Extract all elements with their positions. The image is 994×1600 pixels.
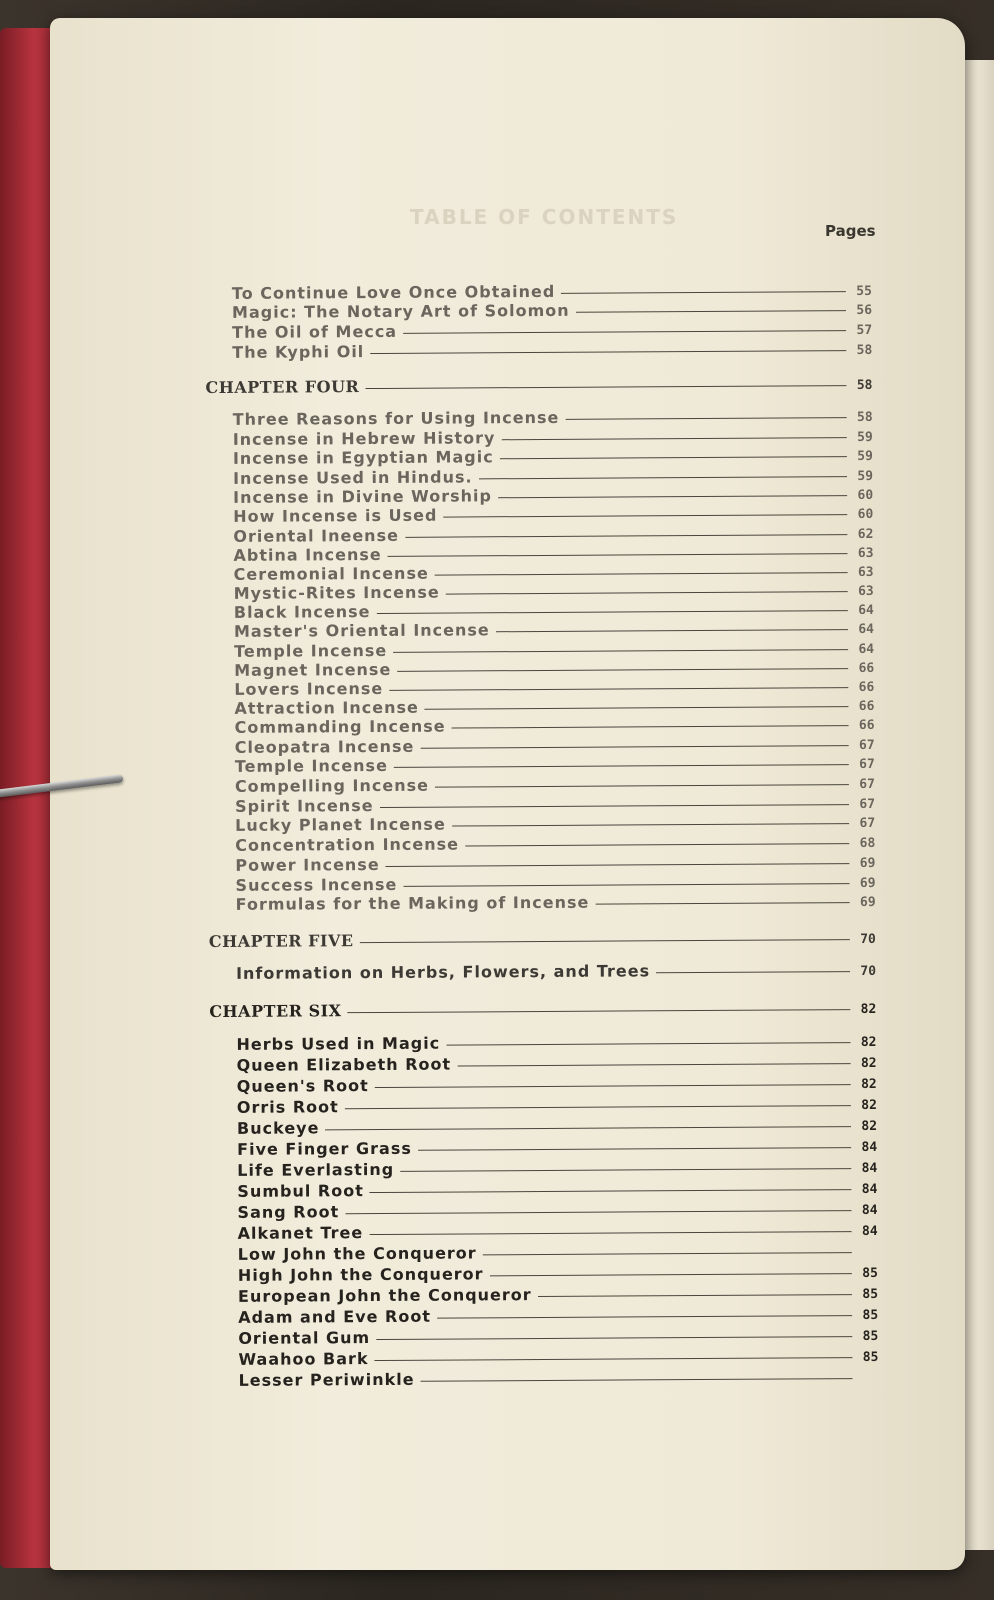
dot-leader bbox=[483, 1252, 852, 1255]
dot-leader bbox=[446, 591, 848, 594]
toc-entry bbox=[237, 1199, 877, 1222]
dot-leader bbox=[421, 1378, 853, 1382]
toc-entry bbox=[235, 832, 875, 855]
dot-leader bbox=[375, 1084, 851, 1088]
toc-entry bbox=[238, 1241, 878, 1264]
page-number: 63 bbox=[857, 564, 874, 581]
entry-title: Queen's Root bbox=[236, 1076, 369, 1096]
dot-leader bbox=[500, 456, 847, 459]
toc-entry bbox=[235, 852, 875, 875]
entry-title: Ceremonial Incense bbox=[233, 563, 429, 584]
dot-leader bbox=[365, 385, 846, 389]
page-number: 70 bbox=[860, 963, 877, 980]
dot-leader bbox=[420, 745, 848, 749]
dot-leader bbox=[437, 1315, 852, 1319]
dot-leader bbox=[443, 514, 847, 517]
dot-leader bbox=[376, 610, 847, 614]
dot-leader bbox=[465, 843, 849, 846]
dot-leader bbox=[386, 863, 850, 867]
chapter-title: CHAPTER FIVE bbox=[208, 931, 354, 952]
entry-title: Herbs Used in Magic bbox=[236, 1033, 441, 1054]
entry-title: Lesser Periwinkle bbox=[238, 1369, 415, 1390]
page-number: 58 bbox=[856, 342, 873, 359]
page-number: 82 bbox=[860, 1055, 877, 1072]
dot-leader bbox=[452, 823, 849, 826]
entry-title: Black Incense bbox=[233, 602, 371, 622]
page-number: 84 bbox=[861, 1160, 878, 1177]
entry-title: Incense Used in Hindus. bbox=[232, 467, 473, 488]
page-number: 84 bbox=[861, 1181, 878, 1198]
page-number: 64 bbox=[858, 602, 874, 619]
entry-title: Magic: The Notary Art of Solomon bbox=[231, 300, 570, 322]
entry-title: Incense in Egyptian Magic bbox=[232, 447, 494, 468]
toc-entry bbox=[238, 1367, 878, 1390]
dot-leader bbox=[393, 649, 848, 653]
toc-entry bbox=[234, 714, 874, 737]
dot-leader bbox=[397, 668, 848, 672]
toc-entry bbox=[238, 1262, 878, 1285]
entry-title: Master's Oriental Incense bbox=[233, 620, 490, 641]
entry-title: Lucky Planet Incense bbox=[235, 814, 446, 835]
chapter-heading bbox=[209, 998, 876, 1021]
entry-title: Power Incense bbox=[235, 854, 380, 875]
entry-title: Alkanet Tree bbox=[237, 1223, 364, 1243]
entry-title: Lovers Incense bbox=[234, 678, 384, 699]
page-number: 64 bbox=[858, 621, 875, 638]
entry-title: Orris Root bbox=[236, 1097, 339, 1117]
page-number: 59 bbox=[857, 468, 874, 485]
entry-title: Concentration Incense bbox=[235, 834, 460, 855]
page-number: 84 bbox=[861, 1223, 878, 1240]
toc-entry bbox=[237, 1073, 877, 1096]
dot-leader bbox=[576, 310, 846, 313]
page-number: 56 bbox=[856, 302, 873, 319]
chapter-title: CHAPTER SIX bbox=[209, 1001, 342, 1022]
chapter-title: CHAPTER FOUR bbox=[205, 377, 360, 398]
dot-leader bbox=[435, 784, 849, 788]
page-number: 62 bbox=[857, 526, 874, 543]
entry-title: Low John the Conqueror bbox=[237, 1243, 477, 1264]
entry-title: Temple Incense bbox=[234, 755, 388, 776]
entry-title: Incense in Hebrew History bbox=[232, 428, 496, 449]
entry-title: Sumbul Root bbox=[237, 1181, 364, 1201]
dot-leader bbox=[369, 1231, 851, 1235]
toc-entry bbox=[237, 1157, 877, 1180]
page-number: 85 bbox=[862, 1286, 879, 1303]
page-number: 82 bbox=[861, 1118, 878, 1135]
toc-entry bbox=[233, 503, 873, 526]
page-number: 84 bbox=[861, 1139, 878, 1156]
entry-title: Spirit Incense bbox=[234, 796, 374, 816]
entry-title: Sang Root bbox=[237, 1202, 340, 1222]
chapter-heading bbox=[209, 928, 876, 951]
dot-leader bbox=[345, 1210, 851, 1214]
entry-title: High John the Conqueror bbox=[237, 1264, 484, 1285]
dot-leader bbox=[348, 1009, 851, 1013]
entry-title: Success Incense bbox=[235, 874, 398, 895]
toc-entry bbox=[237, 1052, 877, 1075]
entry-title: Waahoo Bark bbox=[238, 1349, 369, 1369]
page-number: 66 bbox=[858, 698, 875, 715]
page-number: 82 bbox=[861, 1076, 877, 1093]
entry-title: Mystic-Rites Incense bbox=[233, 582, 440, 603]
page-number: 63 bbox=[858, 583, 874, 600]
dot-leader bbox=[380, 804, 849, 808]
entry-title: European John the Conqueror bbox=[237, 1285, 532, 1306]
toc-entry bbox=[237, 1136, 877, 1159]
toc-entry bbox=[237, 1178, 877, 1201]
toc-entry bbox=[238, 1220, 878, 1243]
page-number: 66 bbox=[858, 660, 875, 677]
page-number: 69 bbox=[859, 855, 876, 872]
page-number: 66 bbox=[858, 679, 875, 696]
entry-title: Oriental Gum bbox=[238, 1328, 371, 1348]
entry-title: The Kyphi Oil bbox=[232, 342, 365, 362]
dot-leader bbox=[325, 1126, 851, 1130]
entry-title: Commanding Incense bbox=[234, 716, 446, 737]
toc-entry bbox=[234, 618, 874, 641]
toc-entry bbox=[233, 445, 873, 468]
page-number: 67 bbox=[859, 796, 876, 813]
page-number: 69 bbox=[859, 894, 876, 911]
dot-leader bbox=[457, 1063, 850, 1066]
page-number: 68 bbox=[859, 835, 876, 852]
dot-leader bbox=[405, 534, 847, 538]
entry-title: To Continue Love Once Obtained bbox=[231, 281, 556, 303]
dot-leader bbox=[418, 1147, 851, 1151]
entry-title: Cleopatra Incense bbox=[234, 736, 415, 757]
page-number: 60 bbox=[857, 506, 874, 523]
page-number: 60 bbox=[857, 487, 874, 504]
entry-title: Life Everlasting bbox=[237, 1159, 395, 1180]
toc-entry bbox=[235, 773, 875, 796]
page-number: 85 bbox=[862, 1307, 879, 1324]
dot-leader bbox=[360, 939, 850, 943]
pages-column-header: Pages bbox=[825, 222, 876, 240]
toc-entry bbox=[232, 319, 872, 342]
entry-title: Formulas for the Making of Incense bbox=[235, 892, 590, 914]
toc-entry bbox=[238, 1283, 878, 1306]
dot-leader bbox=[388, 553, 848, 557]
entry-title: Abtina Incense bbox=[233, 544, 382, 565]
dot-leader bbox=[561, 291, 846, 294]
entry-title: Queen Elizabeth Root bbox=[236, 1054, 452, 1075]
dot-leader bbox=[656, 971, 850, 973]
dot-leader bbox=[376, 1336, 852, 1340]
page-number: 58 bbox=[856, 409, 873, 426]
page-number: 84 bbox=[861, 1202, 878, 1219]
entry-title: Information on Herbs, Flowers, and Trees bbox=[235, 961, 651, 983]
page-number: 58 bbox=[856, 377, 873, 394]
toc-entry bbox=[238, 1346, 878, 1369]
page-number: 85 bbox=[862, 1328, 879, 1345]
dot-leader bbox=[452, 725, 849, 728]
page-number: 82 bbox=[860, 1001, 877, 1018]
page-number: 57 bbox=[856, 322, 873, 339]
toc-entry bbox=[232, 339, 872, 362]
entry-title: Incense in Divine Worship bbox=[233, 486, 492, 507]
toc-entry bbox=[238, 1325, 878, 1348]
page-number: 67 bbox=[859, 776, 875, 793]
entry-title: Oriental Ineense bbox=[233, 525, 399, 546]
page-number: 82 bbox=[861, 1097, 877, 1114]
dot-leader bbox=[435, 572, 848, 576]
entry-title: Attraction Incense bbox=[234, 697, 419, 718]
page-number: 66 bbox=[858, 717, 875, 734]
dot-leader bbox=[370, 350, 846, 354]
dot-leader bbox=[490, 1273, 852, 1276]
page-number: 70 bbox=[860, 931, 876, 948]
dot-leader bbox=[389, 687, 848, 691]
entry-title: Magnet Incense bbox=[234, 659, 392, 680]
page-number: 55 bbox=[856, 283, 872, 300]
entry-title: How Incense is Used bbox=[233, 505, 438, 526]
dot-leader bbox=[394, 764, 849, 768]
entry-title: Buckeye bbox=[236, 1118, 320, 1138]
dot-leader bbox=[565, 417, 846, 420]
dot-leader bbox=[479, 476, 847, 479]
page-number: 59 bbox=[857, 448, 873, 465]
dot-leader bbox=[446, 1042, 850, 1045]
entry-title: Temple Incense bbox=[234, 640, 388, 661]
dot-leader bbox=[400, 1168, 851, 1172]
dot-leader bbox=[425, 706, 849, 710]
page-number: 69 bbox=[859, 875, 876, 892]
dot-leader bbox=[538, 1294, 852, 1297]
toc-entry bbox=[237, 1094, 877, 1117]
entry-title: Adam and Eve Root bbox=[238, 1306, 432, 1327]
dot-leader bbox=[403, 330, 846, 334]
page-number: 59 bbox=[857, 429, 873, 446]
page-number: 85 bbox=[862, 1349, 879, 1366]
entry-title: Three Reasons for Using Incense bbox=[232, 407, 560, 429]
entry-title: Five Finger Grass bbox=[237, 1138, 412, 1159]
dot-leader bbox=[595, 902, 849, 905]
toc-entry bbox=[235, 753, 875, 776]
dot-leader bbox=[498, 495, 847, 498]
entry-title: Compelling Incense bbox=[234, 775, 429, 796]
toc-entry bbox=[237, 1115, 877, 1138]
entry-title: The Oil of Mecca bbox=[232, 321, 398, 342]
dot-leader bbox=[370, 1189, 852, 1193]
page-title: TABLE OF CONTENTS bbox=[410, 205, 679, 229]
page-number: 85 bbox=[862, 1265, 878, 1282]
toc-entry bbox=[233, 406, 873, 429]
dot-leader bbox=[501, 437, 846, 440]
dot-leader bbox=[375, 1357, 853, 1361]
dot-leader bbox=[345, 1105, 851, 1109]
page-number: 64 bbox=[858, 641, 875, 658]
toc-entry bbox=[232, 299, 872, 322]
page-number: 67 bbox=[859, 756, 875, 773]
dot-leader bbox=[403, 883, 849, 887]
toc-entry bbox=[236, 891, 876, 914]
page-number: 63 bbox=[857, 545, 874, 562]
toc-entry bbox=[238, 1304, 878, 1327]
toc-entry bbox=[236, 960, 876, 983]
toc-entry bbox=[235, 812, 875, 835]
page-number: 82 bbox=[860, 1034, 877, 1051]
page-number: 67 bbox=[858, 737, 875, 754]
page-number: 67 bbox=[859, 815, 876, 832]
dot-leader bbox=[496, 629, 848, 632]
toc-entry bbox=[236, 1031, 876, 1054]
chapter-heading bbox=[205, 374, 872, 397]
